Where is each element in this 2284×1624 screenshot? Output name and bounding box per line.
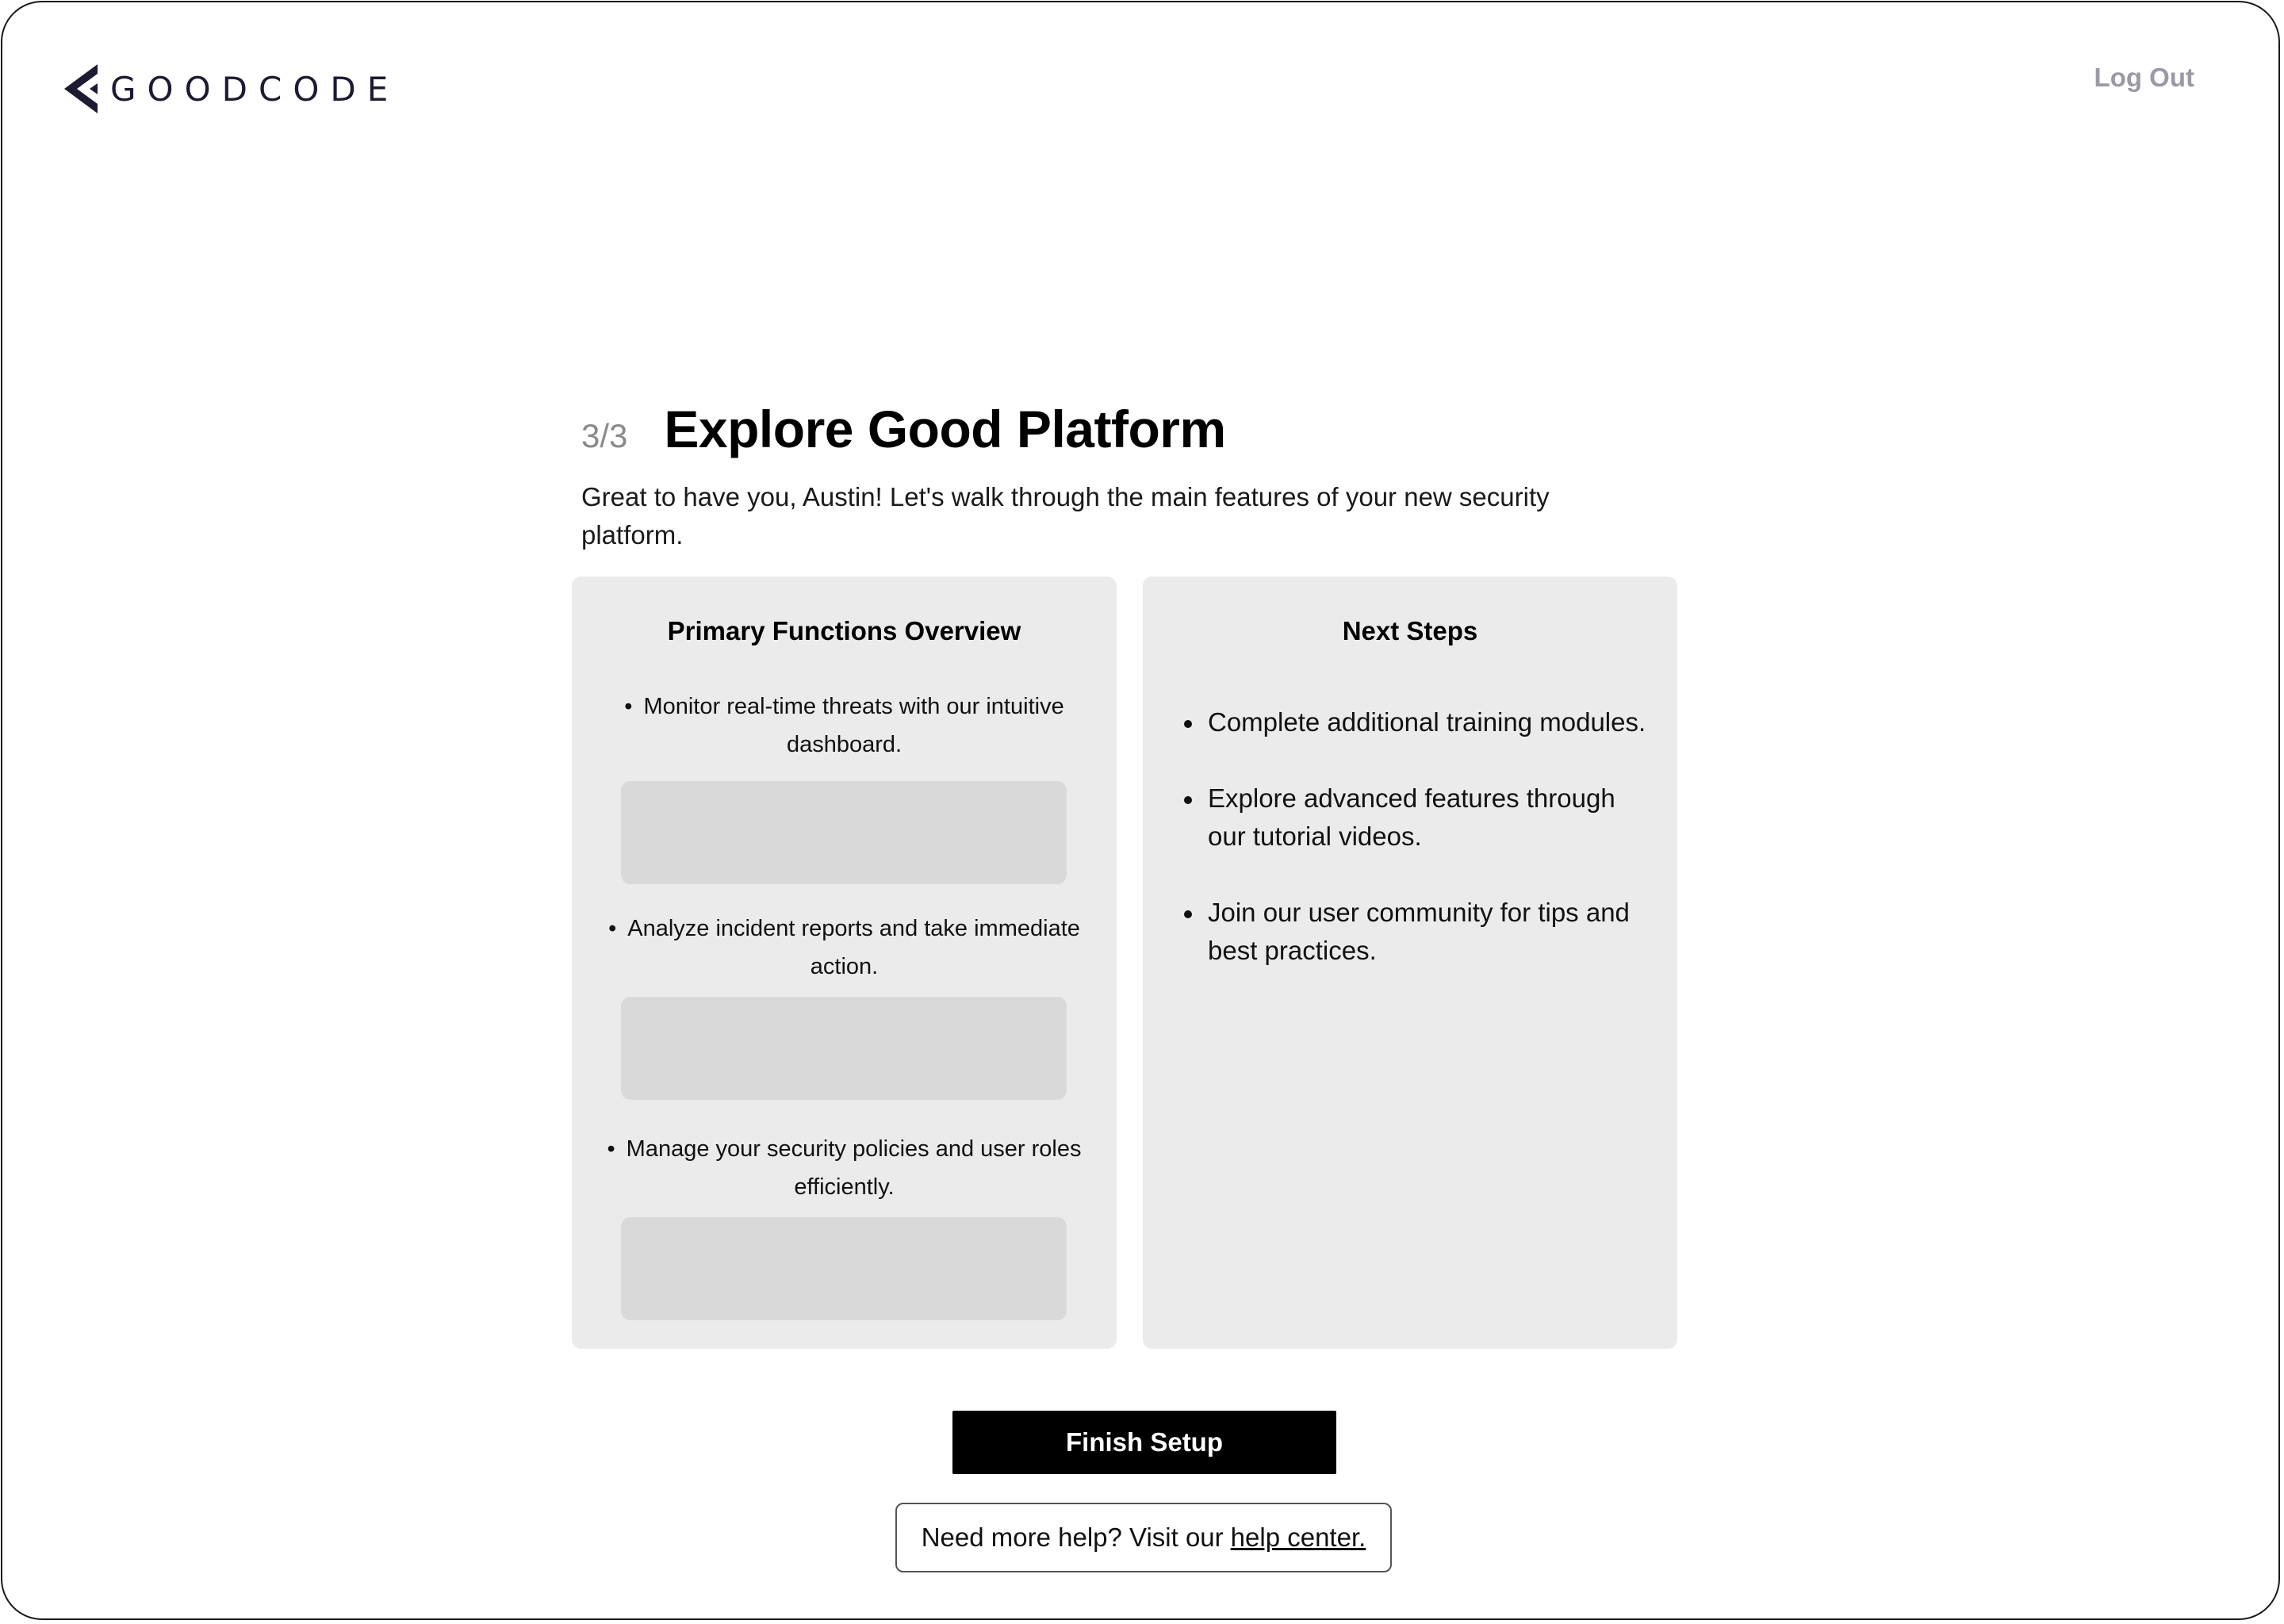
next-step-item: Join our user community for tips and best practices. — [1182, 894, 1654, 970]
function-item-text: Analyze incident reports and take immediate action. — [627, 916, 1080, 979]
function-image-placeholder — [621, 997, 1067, 1100]
function-item-analyze — [588, 910, 1101, 986]
function-item-manage — [588, 1130, 1101, 1206]
page-heading — [581, 399, 1226, 459]
bullet-icon: • — [624, 694, 633, 719]
logo-text: GOODCODE — [110, 69, 400, 109]
function-item-text: Manage your security policies and user roles efficiently. — [626, 1136, 1082, 1200]
app-frame — [1, 1, 2280, 1620]
function-item-text: Monitor real-time threats with our intuitive dashboard. — [643, 694, 1064, 757]
next-steps-title: Next Steps — [1342, 616, 1478, 645]
next-steps-list — [1182, 703, 1654, 1008]
help-prefix-text: Need more help? Visit our — [921, 1522, 1224, 1552]
intro-text: Great to have you, Austin! Let's walk through the main features of your new security platform. — [581, 482, 1550, 550]
goodcode-logo-icon — [63, 63, 101, 115]
bullet-icon: • — [608, 916, 617, 941]
function-item-monitor — [588, 688, 1101, 764]
next-step-item: Explore advanced features through our tutorial videos. — [1182, 779, 1654, 856]
next-step-item: Complete additional training modules. — [1182, 703, 1654, 741]
primary-functions-title: Primary Functions Overview — [667, 616, 1021, 645]
step-indicator: 3/3 — [581, 417, 628, 454]
function-image-placeholder — [621, 1217, 1067, 1320]
logo[interactable] — [63, 63, 399, 115]
help-box — [895, 1503, 1392, 1572]
bullet-icon: • — [607, 1136, 615, 1162]
primary-functions-card — [572, 576, 1117, 1349]
help-center-link[interactable]: help center. — [1230, 1522, 1366, 1552]
function-image-placeholder — [621, 781, 1067, 884]
page-title: Explore Good Platform — [664, 400, 1226, 458]
logout-link[interactable]: Log Out — [2094, 63, 2194, 92]
finish-setup-button[interactable]: Finish Setup — [952, 1411, 1336, 1474]
next-steps-card — [1143, 576, 1677, 1349]
